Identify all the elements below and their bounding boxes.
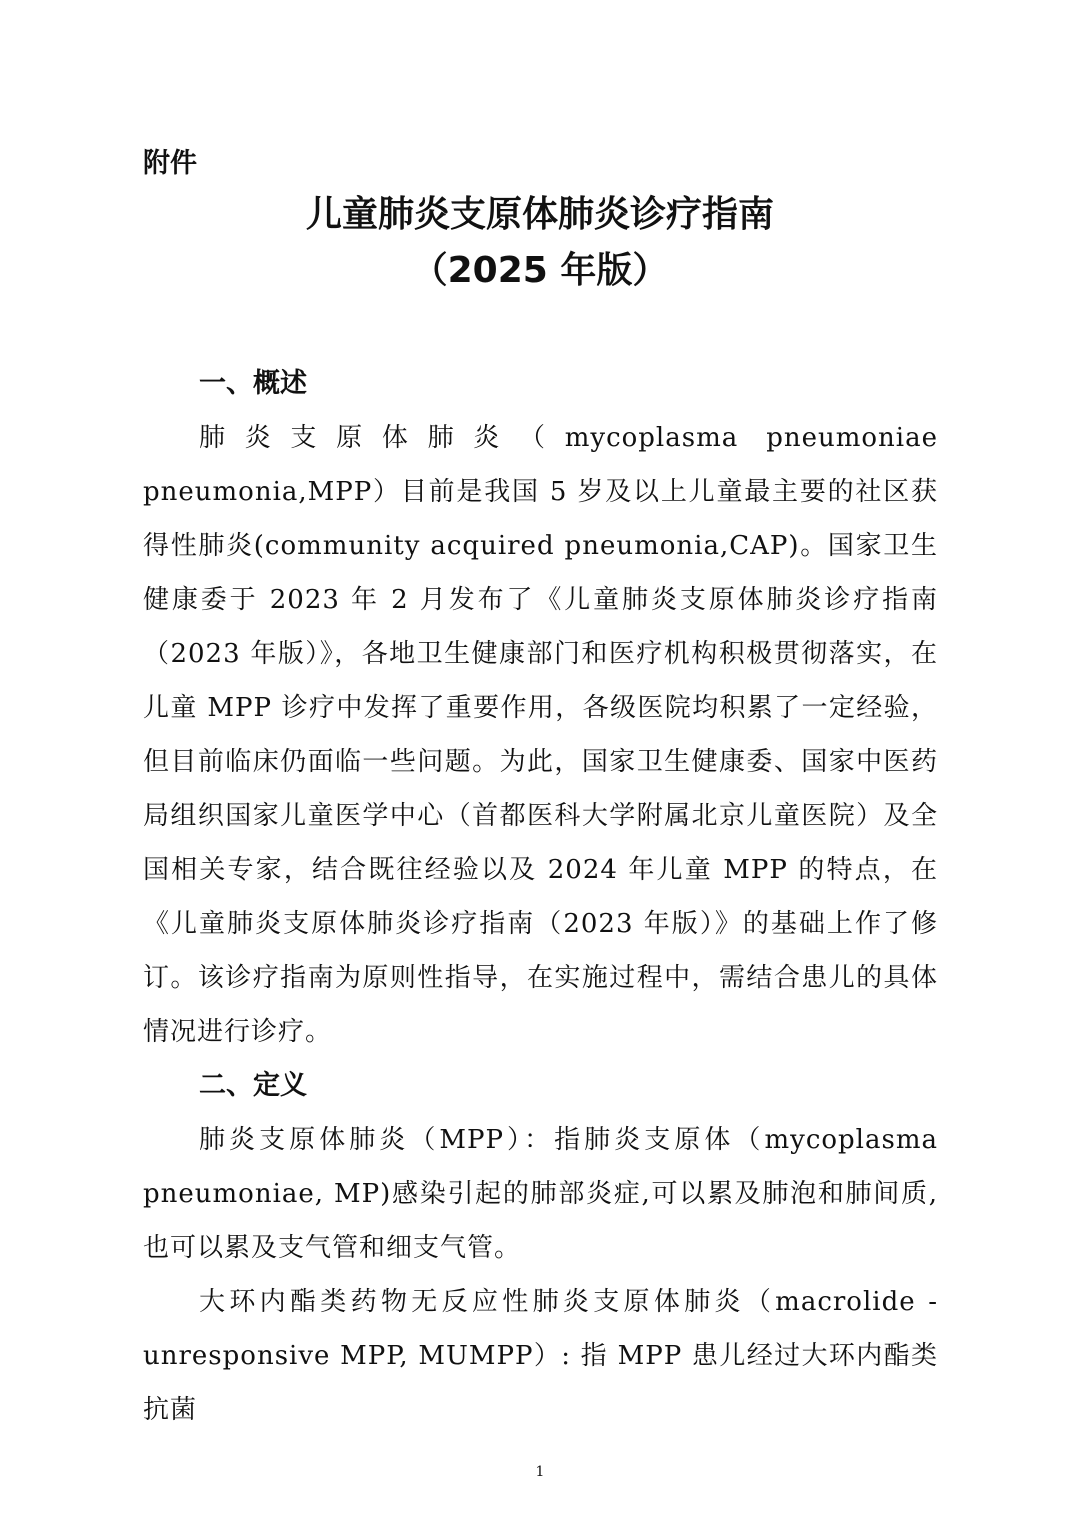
overview-paragraph: 肺炎支原体肺炎（mycoplasma pneumoniae pneumonia,MPP）目前是我国 5 岁及以上儿童最主要的社区获得性肺炎(community acquired pneumonia,CAP)。国家卫生健康委于 2023 年 2 月发布了《儿童肺炎支原体肺炎诊疗指南（2023 年版）》，各地卫生健康部门和医疗机构积极贯彻落实，在儿童 MPP 诊疗中发挥了重要作用，各级医院均积累了一定经验，但目前临床仍面临一些问题。为此，国家卫生健康委、国家中医药局组织国家儿童医学中心（首都医科大学附属北京儿童医院）及全国相关专家，结合既往经验以及 2024 年儿童 MPP 的特点，在《儿童肺炎支原体肺炎诊疗指南（2023 年版）》的基础上作了修订。该诊疗指南为原则性指导，在实施过程中，需结合患儿的具体情况进行诊疗。 <box>143 423 938 1047</box>
section-heading-definition: 二、定义 <box>199 1070 307 1101</box>
page-number: 1 <box>535 1464 545 1480</box>
definition-paragraph-mumpp: 大环内酯类药物无反应性肺炎支原体肺炎（macrolide -unresponsive MPP, MUMPP）: 指 MPP 患儿经过大环内酯类抗菌 <box>143 1287 938 1425</box>
document-body <box>143 357 938 1437</box>
document-subtitle: （2025 年版） <box>411 250 669 291</box>
section-heading-overview: 一、概述 <box>199 368 307 399</box>
document-title: 儿童肺炎支原体肺炎诊疗指南 <box>305 194 774 235</box>
attachment-label: 附件 <box>143 148 197 179</box>
definition-paragraph-mpp: 肺炎支原体肺炎（MPP）：指肺炎支原体（mycoplasma pneumoniae, MP)感染引起的肺部炎症,可以累及肺泡和肺间质,也可以累及支气管和细支气管。 <box>143 1125 938 1263</box>
